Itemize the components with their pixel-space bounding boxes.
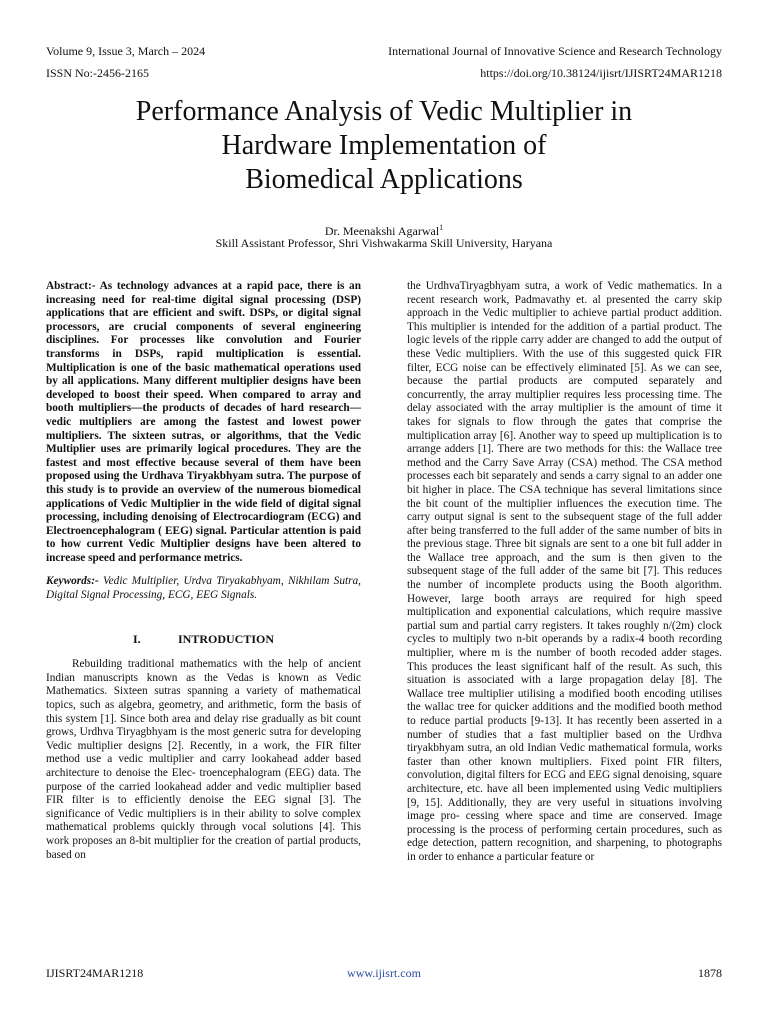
footer-paper-id: IJISRT24MAR1218 xyxy=(46,966,144,980)
paper-title xyxy=(0,95,768,197)
section-number: I. xyxy=(132,631,141,646)
title-line: Hardware Implementation of xyxy=(221,130,547,161)
section-title: INTRODUCTION xyxy=(177,631,274,646)
intro-paragraph: Rebuilding traditional mathematics with the help of ancient Indian manuscripts known as the Vedas is known as Vedic Mathematics. Sixteen sutras spanning a variety of mathematical topics, such as algebra, geometry, and arithmetic, form the basis of this system [1]. Since both area and delay rise gradually as bit count grows, Urdhva Tiryagbhyam is the most generic sutra for developing Vedic multiplier designs [2]. Recently, in a work, the FIR filter method use a vedic multiplier and carry lookahead adder based architecture to denoise the Elec- troencephalogram (EEG) data. The purpose of the carried lookahead adder and vedic multiplier based FIR filter is to efficiently denoise the EEG signal [3]. The significance of Vedic multipliers is in their ability to solve complex mathematical problems quickly through vocal solutions [4]. This work proposes an 8-bit multiplier for the creation of partial products, based on xyxy=(46,658,361,861)
journal-name: International Journal of Innovative Science and Research Technology xyxy=(388,44,722,58)
page-number: 1878 xyxy=(698,966,722,980)
footer-website-link[interactable]: www.ijisrt.com xyxy=(347,966,421,980)
section-heading xyxy=(46,633,361,647)
keywords-label: Keywords:- xyxy=(46,575,99,588)
volume-issue: Volume 9, Issue 3, March – 2024 xyxy=(46,44,206,58)
doi-link[interactable]: https://doi.org/10.38124/ijisrt/IJISRT24MAR1218 xyxy=(480,66,722,80)
intro-continued: the UrdhvaTiryagbhyam sutra, a work of Vedic mathematics. In a recent research work, Padmavathy et. al presented the carry skip approach in the Vedic multiplier to achieve partial product addition. This multiplier is intended for the addition of a partial product. The logic levels of the ripple carry adder are changed to add the output of these Vedic multipliers. With the use of this suggested quick FIR filter, ECG noise can be effectively eliminated [5]. As we can see, because the partial products are computed separately and concurrently, the array multiplier requires less processing time. The delay associated with the array multiplier is the amount of time it takes for signals to flow through the gates that comprise the multiplication array [6]. Another way to speed up multiplication is to arrange adders [1]. There are two methods for this: the Wallace tree method and the Carry Save Array (CSA) method. The CSA method processes each bit separately and sends a carry signal to an adder one bit higher in place. The CSA technique has several limitations since the bit count of the multiplier influences the execution time. The carry output signal is sent to the subsequent stage of the full adder after being transferred to the full adder of the same number of bits in the previous stage. Three bit signals are sent to a one bit full adder in the Wallace tree approach, and the sum is then given to the subsequent stage of the full adder of the same bit [7]. This reduces the number of incomplete products using the Booth algorithm. However, large booth arrays are required for high speed multiplication and exponential calculations, which require massive partial sum and partial carry registers. It takes roughly n/(2m) clock cycles to multiply two n-bit operands by a radix-4 booth recording multiplier, where m is the number of booth recoded adder stages. This produces the least significant half of the result. As such, this situation is associated with a large propagation delay [8]. The Wallace tree multiplier utilising a modified booth encoding utilises the wallac tree for quicker additions and the modified booth method to reduce partial products [9-13]. It has recently been asserted in a number of studies that a fast multiplier based on the Urdhva tiryakbhyam sutra, an old Indian Vedic mathematical formula, works faster than other known multipliers. Fixed point FIR filters, convolution, digital filters for ECG and EEG signal denoising, square architecture, etc. have all been implemented using Vedic multipliers [9, 15]. Additionally, they are very useful in situations involving image pro- cessing where space and time are conserved. Image processing is the process of performing certain procedures, such as edge detection, pattern recognition, and sharpening, to photographs in order to enhance a particular feature or xyxy=(407,280,722,863)
issn: ISSN No:-2456-2165 xyxy=(46,66,150,80)
author-affiliation-mark: 1 xyxy=(439,223,444,232)
keywords-text: Vedic Multiplier, Urdva Tiryakabhyam, Nikhilam Sutra, Digital Signal Processing, ECG, EEG Signals. xyxy=(46,575,361,602)
affiliation: Skill Assistant Professor, Shri Vishwakarma Skill University, Haryana xyxy=(215,236,553,250)
left-column xyxy=(46,280,361,862)
right-column xyxy=(407,280,722,865)
author-name: Dr. Meenakshi Agarwal xyxy=(324,224,440,238)
title-line: Performance Analysis of Vedic Multiplier in xyxy=(135,96,633,127)
abstract: Abstract:- As technology advances at a rapid pace, there is an increasing need for real-time digital signal processing (DSP) applications that are efficient and swift. DSPs, or digital signal processors, are crucial components of several engineering disciplines. For processes like convolution and Fourier transforms in DSPs, rapid multiplication is essential. Multiplication is one of the basic mathematical operations used by all applications. Many different multiplier designs have been developed to boost their speed. When compared to array and booth multipliers—the products of decades of hard research—vedic multipliers are among the fastest and lowest power multipliers. The sixteen sutras, or algorithms, that the Vedic Multiplier uses are primarily logical procedures. They are the fastest and most effective because several of them have been proposed using the Urdhava Tiryakbhyam sutra. The purpose of this study is to provide an overview of the numerous biomedical applications of Vedic Multiplier in the wide field of digital signal processing, including denoising of Electrocardiogram (ECG) and Electroencephalogram ( EEG) signal. Particular attention is paid to how current Vedic Multiplier designs have been altered to increase speed and performance metrics. xyxy=(46,280,361,564)
title-line: Biomedical Applications xyxy=(245,164,523,195)
keywords xyxy=(46,575,361,602)
